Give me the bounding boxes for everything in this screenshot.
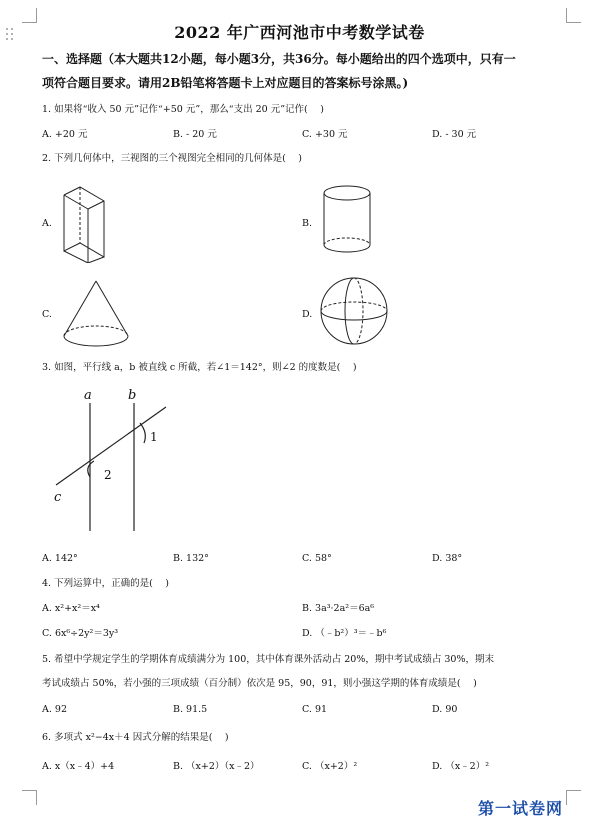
q3-option-a[interactable]: A. 142° xyxy=(42,553,78,564)
q5-option-a[interactable]: A. 92 xyxy=(42,704,67,715)
q6-option-b[interactable]: B. （x+2）（x﹣2） xyxy=(173,761,260,772)
q1-option-a[interactable]: A. +20 元 xyxy=(42,129,88,140)
site-watermark: 第一试卷网 xyxy=(478,799,564,818)
q3-option-c[interactable]: C. 58° xyxy=(302,553,332,564)
question-6-stem: 6. 多项式 x²−4x＋4 因式分解的结果是( ) xyxy=(42,732,229,743)
section-heading-line1: 一、选择题（本大题共12小题，每小题3分，共36分。每小题给出的四个选项中，只有一 xyxy=(42,52,516,66)
question-1-stem: 1. 如果将“收入 50 元”记作“+50 元”，那么“支出 20 元”记作( ) xyxy=(42,104,324,115)
sphere-figure xyxy=(318,275,390,347)
q6-option-d[interactable]: D. （x﹣2）² xyxy=(432,761,490,772)
cylinder-figure xyxy=(318,183,376,257)
question-5-stem-line2: 考试成绩占 50%，若小强的三项成绩（百分制）依次是 95，90，91，则小强这学期的体育成绩是( ) xyxy=(42,678,477,689)
q4-option-a[interactable]: A. x²+x²＝x⁴ xyxy=(42,603,100,614)
crop-mark-bottom-left xyxy=(22,790,37,805)
q2-option-c[interactable]: C. xyxy=(42,309,52,320)
q4-option-c[interactable]: C. 6x⁶÷2y²＝3y³ xyxy=(42,628,119,639)
q5-option-b[interactable]: B. 91.5 xyxy=(173,704,208,715)
q3-option-b[interactable]: B. 132° xyxy=(173,553,209,564)
q5-option-c[interactable]: C. 91 xyxy=(302,704,328,715)
question-5-stem-line1: 5. 希望中学规定学生的学期体育成绩满分为 100，其中体育课外活动占 20%，期中考试成绩占 30%，期末 xyxy=(42,654,495,665)
q2-option-a[interactable]: A. xyxy=(42,218,52,229)
q5-option-d[interactable]: D. 90 xyxy=(432,704,458,715)
question-3-stem: 3. 如图，平行线 a，b 被直线 c 所截，若∠1＝142°，则∠2 的度数是( ) xyxy=(42,362,357,373)
q1-option-b[interactable]: B. - 20 元 xyxy=(173,129,217,140)
angle-2-label: 2 xyxy=(104,468,112,482)
q2-option-b[interactable]: B. xyxy=(302,218,313,229)
triangular-prism-figure xyxy=(58,183,118,263)
line-a-label: a xyxy=(84,388,92,403)
crop-mark-bottom-right xyxy=(566,790,581,805)
question-2-stem: 2. 下列几何体中，三视图的三个视图完全相同的几何体是( ) xyxy=(42,153,303,164)
q4-option-b[interactable]: B. 3a³·2a²＝6a⁶ xyxy=(302,603,375,614)
parallel-lines-figure xyxy=(48,385,172,537)
q4-option-d[interactable]: D. （﹣b²）³＝﹣b⁶ xyxy=(302,628,387,639)
q3-option-d[interactable]: D. 38° xyxy=(432,553,463,564)
line-c-label: c xyxy=(54,490,62,505)
page-title: 2022 年广西河池市中考数学试卷 xyxy=(174,23,425,42)
q2-option-d[interactable]: D. xyxy=(302,309,313,320)
q6-option-c[interactable]: C. （x+2）² xyxy=(302,761,358,772)
q6-option-a[interactable]: A. x（x﹣4）+4 xyxy=(42,761,115,772)
cone-figure xyxy=(58,278,132,350)
q1-option-d[interactable]: D. - 30 元 xyxy=(432,129,477,140)
q1-option-c[interactable]: C. +30 元 xyxy=(302,129,348,140)
question-4-stem: 4. 下列运算中，正确的是( ) xyxy=(42,578,170,589)
line-b-label: b xyxy=(128,388,137,403)
section-heading-line2: 项符合题目要求。请用2B铅笔将答题卡上对应题目的答案标号涂黑。) xyxy=(42,76,409,90)
angle-1-label: 1 xyxy=(150,430,158,444)
